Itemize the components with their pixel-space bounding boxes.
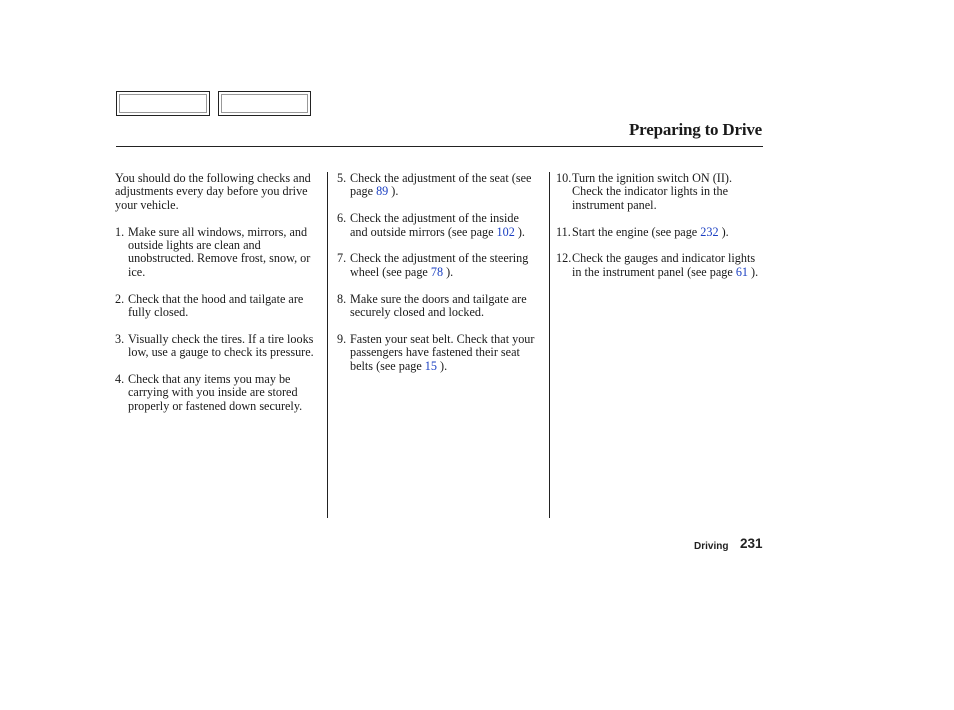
item-text: [350, 252, 537, 279]
item-text-before: Check the adjustment of the inside and outside mirrors (see page: [350, 211, 519, 239]
checklist-item-9: [337, 333, 537, 373]
item-number: 5.: [337, 171, 347, 185]
checklist-item-5: [337, 172, 537, 199]
intro-paragraph: You should do the following checks and adjustments every day before you drive your vehicle.: [115, 171, 311, 212]
item-number: 3.: [115, 331, 125, 346]
checklist-item-8: [337, 293, 537, 320]
checklist-item-12: [556, 252, 762, 279]
page-link-102[interactable]: 102: [496, 224, 515, 239]
column-divider-2: [549, 172, 550, 518]
column-1: [115, 172, 323, 427]
item-text: Check that the hood and tailgate are fully closed.: [128, 291, 304, 320]
item-number: 2.: [115, 291, 125, 306]
item-text-before: Check the gauges and indicator lights in the instrument panel (see page: [572, 251, 756, 279]
page-title: Preparing to Drive: [629, 120, 762, 139]
checklist-item-11: [556, 226, 762, 239]
item-text: [350, 333, 537, 373]
item-text-before: Start the engine (see page: [572, 224, 701, 239]
page-link-78[interactable]: 78: [430, 264, 444, 279]
item-text: Make sure all windows, mirrors, and outside lights are clean and unobstructed. Remove frost, snow, or ice.: [128, 224, 311, 279]
item-number: 8.: [337, 291, 347, 306]
next-page-button[interactable]: [218, 91, 311, 116]
item-number: 10.: [556, 171, 572, 185]
item-text: Make sure the doors and tailgate are securely closed and locked.: [350, 291, 527, 320]
page-link-232[interactable]: 232: [700, 224, 719, 239]
checklist-item-7: [337, 252, 537, 279]
item-text: [350, 172, 537, 199]
item-number: 12.: [556, 251, 572, 266]
checklist-item-3: [115, 333, 323, 360]
item-text-before: Check the adjustment of the steering wheel (see page: [350, 251, 529, 279]
footer-section-label: Driving: [694, 541, 729, 552]
item-text: [572, 252, 762, 279]
item-text-after: ).: [718, 224, 729, 239]
checklist-item-1: [115, 226, 323, 280]
item-text-before: Fasten your seat belt. Check that your passengers have fastened their seat belts (see page: [350, 331, 535, 373]
item-text-after: ).: [443, 264, 454, 279]
page-link-15[interactable]: 15: [424, 358, 437, 373]
item-text-after: ).: [748, 264, 759, 279]
item-text-after: ).: [388, 184, 399, 199]
checklist-item-2: [115, 293, 323, 320]
previous-page-button[interactable]: [116, 91, 210, 116]
item-text-after: ).: [514, 224, 525, 239]
item-number: 7.: [337, 251, 347, 266]
page-number: 231: [740, 536, 763, 551]
item-number: 4.: [115, 372, 125, 387]
column-divider-1: [327, 172, 328, 518]
item-text: [572, 226, 762, 239]
checklist-item-4: [115, 373, 323, 413]
column-2: [337, 172, 537, 386]
item-text: [350, 212, 537, 239]
item-number: 6.: [337, 211, 347, 226]
item-text: Check that any items you may be carrying with you inside are stored properly or fastened down securely.: [128, 372, 303, 413]
item-text-after: ).: [436, 358, 448, 373]
item-number: 1.: [115, 224, 125, 239]
page-link-61[interactable]: 61: [735, 264, 748, 279]
item-text: Turn the ignition switch ON (II). Check the indicator lights in the instrument panel.: [572, 171, 733, 212]
item-number: 11.: [556, 224, 571, 239]
item-text: Visually check the tires. If a tire looks low, use a gauge to check its pressure.: [128, 331, 314, 360]
column-3: [556, 172, 762, 293]
title-divider: [116, 146, 763, 147]
checklist-item-6: [337, 212, 537, 239]
item-text-before: Check the adjustment of the seat (see page: [350, 171, 532, 199]
checklist-item-10: [556, 172, 762, 212]
item-number: 9.: [337, 331, 347, 346]
page-link-89[interactable]: 89: [376, 184, 389, 199]
